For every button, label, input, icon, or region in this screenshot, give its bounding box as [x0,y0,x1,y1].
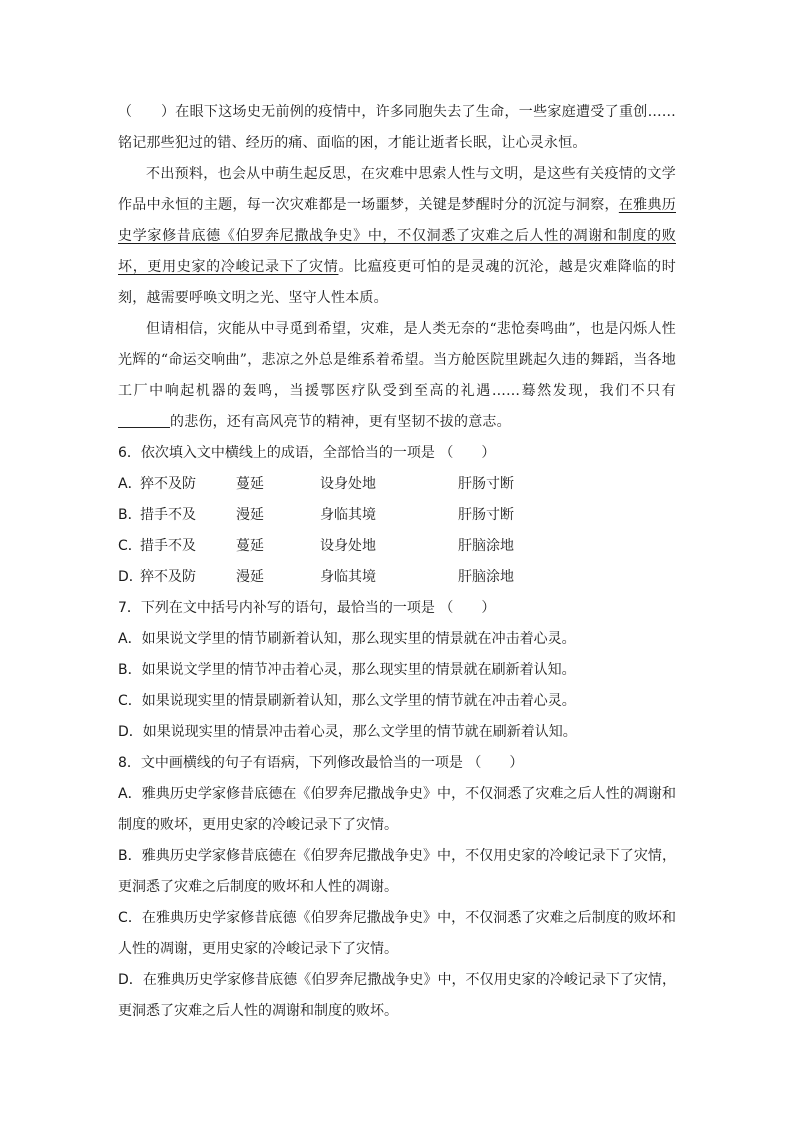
option-word-2: 漫延 [236,507,264,523]
passage-p3-text-a: 但请相信，灾能从中寻觅到希望，灾难，是人类无奈的“悲怆奏鸣曲”，也是闪烁人性光辉的“命运交响曲”，悲凉之外总是维系着希望。当方舱医院里跳起久违的舞蹈，当各地工厂中响起机器的轰鸣，当援鄂医疗队受到至高的礼遇……蓦然发现，我们不只有 [118,321,676,399]
option-word-3: 设身处地 [320,476,376,492]
content [118,97,676,1027]
fill-in-blank [118,413,170,428]
question-6-option-b[interactable] [118,500,676,531]
question-7 [118,593,676,748]
option-word-2: 漫延 [236,569,264,585]
question-8-option-a[interactable]: A．雅典历史学家修昔底德在《伯罗奔尼撒战争史》中，不仅洞悉了灾难之后人性的凋谢和制度的败坏，更用史家的冷峻记录下了灾情。 [118,786,676,833]
question-7-option-d[interactable]: D．如果说现实里的情景冲击着心灵，那么文学里的情节就在刷新着认知。 [118,724,577,740]
option-letter: B． [118,507,142,523]
option-word-1: 猝不及防 [140,569,196,585]
question-7-stem: 7．下列在文中括号内补写的语句，最恰当的一项是 （ ） [118,600,496,616]
option-word-2: 蔓延 [236,538,264,554]
question-6-stem: 6．依次填入文中横线上的成语，全部恰当的一项是 （ ） [118,445,496,461]
question-7-option-b[interactable]: B．如果说文学里的情节冲击着心灵，那么现实里的情景就在刷新着认知。 [118,662,576,678]
option-word-4: 肝脑涂地 [458,569,514,585]
option-word-1: 措手不及 [140,538,196,554]
question-8-option-c[interactable]: C．在雅典历史学家修昔底德《伯罗奔尼撒战争史》中，不仅洞悉了灾难之后制度的败坏和人性的凋谢，更用史家的冷峻记录下了灾情。 [118,910,676,957]
passage-p2-text-b: 。比瘟疫更可怕的是灵魂的沉沦，越是灾难降临的时刻，越需要呼唤文明之光、坚守人性本质。 [118,259,677,306]
question-7-option-a[interactable]: A．如果说文学里的情节刷新着认知，那么现实里的情景就在冲击着心灵。 [118,631,576,647]
question-6-option-c[interactable] [118,531,676,562]
underlined-sentence: 在雅典历史学家修昔底德《伯罗奔尼撒战争史》中，不仅洞悉了灾难之后人性的凋谢和制度的败坏，更用史家的冷峻记录下了灾情 [118,197,676,275]
option-letter: A． [118,476,142,492]
option-word-3: 身临其境 [320,507,376,523]
question-8-option-d[interactable]: D．在雅典历史学家修昔底德《伯罗奔尼撒战争史》中，不仅用史家的冷峻记录下了灾情，更洞悉了灾难之后人性的凋谢和制度的败坏。 [118,972,676,1019]
reading-passage [118,97,676,438]
question-6-option-d[interactable] [118,562,676,593]
passage-p2-text-a: 不出预料，也会从中萌生起反思，在灾难中思索人性与文明，是这些有关疫情的文学作品中永恒的主题，每一次灾难都是一场噩梦，关键是梦醒时分的沉淀与洞察， [118,166,676,213]
question-8 [118,748,676,1027]
option-word-3: 身临其境 [320,569,376,585]
option-letter: D． [118,569,143,585]
option-word-3: 设身处地 [320,538,376,554]
option-word-4: 肝肠寸断 [458,476,514,492]
option-letter: C． [118,538,142,554]
option-word-2: 蔓延 [236,476,264,492]
question-7-option-c[interactable]: C．如果说现实里的情景刷新着认知，那么文学里的情节就在冲击着心灵。 [118,693,576,709]
question-6 [118,438,676,593]
question-6-option-a[interactable] [118,469,676,500]
passage-paragraph-1 [118,97,676,159]
question-8-stem: 8．文中画横线的句子有语病，下列修改最恰当的一项是 （ ） [118,755,524,771]
passage-p1-text: （ ）在眼下这场史无前例的疫情中，许多同胞失去了生命，一些家庭遭受了重创……铭记那些犯过的错、经历的痛、面临的困，才能让逝者长眠，让心灵永恒。 [118,104,676,151]
option-word-4: 肝肠寸断 [458,507,514,523]
passage-paragraph-3 [118,314,676,438]
question-8-option-b[interactable]: B．雅典历史学家修昔底德在《伯罗奔尼撒战争史》中，不仅用史家的冷峻记录下了灾情，更洞悉了灾难之后制度的败坏和人性的凋谢。 [118,848,676,895]
passage-p3-text-b: 的悲伤，还有高风亮节的精神，更有坚韧不拔的意志。 [170,414,511,430]
passage-paragraph-2 [118,159,676,314]
option-word-1: 措手不及 [140,507,196,523]
option-word-1: 猝不及防 [140,476,196,492]
option-word-4: 肝脑涂地 [458,538,514,554]
